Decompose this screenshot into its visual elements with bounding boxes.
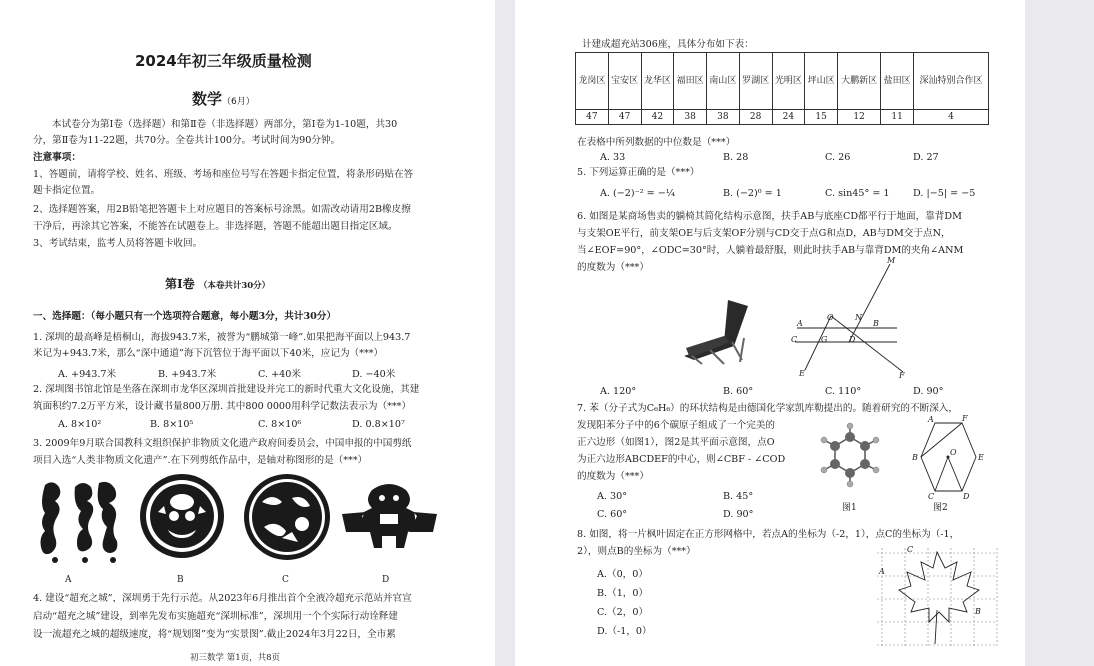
q6-option-c: C. 110° [825, 386, 862, 397]
table-value-cell: 28 [739, 110, 772, 125]
q7-point-label: O [950, 448, 957, 457]
table-value-cell: 38 [707, 110, 740, 125]
table-value-row [576, 110, 989, 125]
table-header-cell: 福田区 [674, 53, 707, 110]
q7-line: 7. 苯（分子式为C₆H₆）的环状结构是由德国化学家凯库勒提出的。随着研究的不断深入， [577, 403, 958, 414]
q3-line: 3. 2009年9月联合国教科文组织保护非物质文化遗产政府间委员会，中国申报的中国剪纸 [33, 438, 412, 449]
fig2-label: 图2 [933, 503, 948, 513]
table-value-cell: 12 [838, 110, 881, 125]
table-header-row [576, 53, 989, 110]
q1-option-d: D. −40米 [352, 369, 396, 380]
table-value-cell: 4 [914, 110, 989, 125]
exam-page-2 [515, 0, 1025, 666]
q6-point-label: B [873, 319, 879, 328]
charger-distribution-table [575, 52, 989, 125]
table-header-cell: 罗湖区 [739, 53, 772, 110]
exam-title: 2024年初三年级质量检测 [135, 52, 312, 70]
q4-line: 设一流超充之城的超级速度，将“规划图”变为“实景图”.截止2024年3月22日，全市累 [33, 629, 396, 640]
papercut-label-a: A [65, 575, 72, 585]
q6-option-d: D. 90° [913, 386, 944, 397]
q7-option-c: C. 60° [597, 509, 628, 520]
q6-line: 的度数为（***） [577, 262, 649, 273]
q4-option-c: C. 26 [825, 152, 851, 163]
table-header-cell: 光明区 [772, 53, 805, 110]
table-header-cell: 坪山区 [805, 53, 838, 110]
q6-point-label: E [799, 369, 805, 378]
exam-subject [192, 88, 255, 109]
table-value-cell: 38 [674, 110, 707, 125]
q4-line: 启动“超充之城”建设，到率先发布实施超充“深圳标准”，深圳用一个个实际行动诠释建 [33, 611, 398, 622]
q4-question: 在表格中所列数据的中位数是（***） [577, 137, 736, 148]
q6-line: 6. 如图是某商场售卖的躺椅其简化结构示意图，扶手AB与底座CD都平行于地面，靠背DM [577, 211, 962, 222]
q4-option-b: B. 28 [723, 152, 749, 163]
q8-line: 8. 如图，将一片枫叶固定在正方形网格中，若点A的坐标为（-2，1），点C的坐标为（-1， [577, 529, 960, 540]
page-footer: 初三数学 第1页，共8页 [190, 653, 281, 663]
q5-option-a: A. (−2)⁻² = −¼ [600, 188, 676, 199]
table-header-cell: 盐田区 [881, 53, 914, 110]
q6-point-label: A [797, 319, 803, 328]
papercut-label-c: C [282, 575, 289, 585]
q4-continuation: 计建成超充站306座，具体分布如下表： [582, 39, 754, 50]
q2-option-d: D. 0.8×10⁷ [352, 419, 405, 430]
q5-option-b: B. (−2)⁰ = 1 [723, 188, 782, 199]
q5-line: 5. 下列运算正确的是（***） [577, 167, 700, 178]
notice-line: 干净后，再涂其它答案，不能答在试题卷上。非选择题，答题不能超出题目指定区域。 [33, 221, 398, 232]
q6-point-label: M [887, 256, 896, 265]
q7-line: 发现阳苯分子中的6个碳原子组成了一个完美的 [577, 420, 775, 431]
table-value-cell: 15 [805, 110, 838, 125]
table-value-cell: 47 [576, 110, 609, 125]
q8-point-label: A [879, 567, 885, 576]
q1-line: 米记为+943.7米，那么“深中通道”海下沉管位于海平面以下40米，应记为（***） [33, 348, 384, 359]
q7-point-label: A [928, 415, 934, 424]
q2-option-a: A. 8×10² [58, 419, 102, 430]
q8-line: 2），则点B的坐标为（***） [577, 546, 696, 557]
q7-option-b: B. 45° [723, 491, 754, 502]
q6-option-a: A. 120° [600, 386, 637, 397]
table-value-cell: 47 [608, 110, 641, 125]
q7-line: 正六边形（如图1），图2是其平面示意图，点O [577, 437, 775, 448]
table-value-cell: 11 [881, 110, 914, 125]
q4-option-a: A. 33 [600, 152, 626, 163]
q2-line: 筑面积约7.2万平方米，设计藏书量800万册. 其中800 0000用科学记数法表示为（***） [33, 401, 412, 412]
q7-point-label: F [962, 414, 968, 423]
q2-option-c: C. 8×10⁶ [258, 419, 302, 430]
exam-page-1 [0, 0, 495, 666]
q7-point-label: D [963, 492, 970, 501]
papercut-label-b: B [177, 575, 184, 585]
q8-point-label: B [975, 607, 981, 616]
intro-line: 分，第Ⅱ卷为11-22题，共70分。全卷共计100分。考试时间为90分钟。 [33, 135, 341, 146]
hexagon-figure [900, 415, 1000, 505]
table-header-cell: 南山区 [707, 53, 740, 110]
notice-line: 2、选择题答案，用2B铅笔把答题卡上对应题目的答案标号涂黑。如需改动请用2B橡皮擦 [33, 204, 411, 215]
table-header-cell: 宝安区 [608, 53, 641, 110]
q8-point-label: C [907, 545, 914, 554]
q5-option-d: D. |−5| = −5 [913, 188, 976, 199]
q8-option-c: C.（2，0） [597, 607, 649, 618]
q6-option-b: B. 60° [723, 386, 754, 397]
q2-option-b: B. 8×10⁵ [150, 419, 194, 430]
papercut-medallion-b-image [138, 472, 226, 560]
intro-line: 本试卷分为第Ⅰ卷（选择题）和第Ⅱ卷（非选择题）两部分，第Ⅰ卷为1-10题，共30 [52, 119, 398, 130]
q7-point-label: E [978, 453, 984, 462]
notice-line: 1、答题前，请将学校、姓名、班级、考场和座位号写在答题卡指定位置，将条形码贴在答 [33, 169, 414, 180]
q6-point-label: C [791, 335, 798, 344]
q7-line: 的度数为（***） [577, 471, 649, 482]
q6-line: 当∠EOF=90°，∠ODC=30°时，人躺着最舒服，则此时扶手AB与靠背DM的夹角∠ANM [577, 245, 964, 256]
part-heading [165, 275, 270, 292]
maple-leaf-grid-figure [877, 545, 997, 648]
fig1-label: 图1 [842, 503, 857, 513]
notice-line: 题卡指定位置。 [33, 185, 101, 196]
q7-point-label: C [928, 492, 935, 501]
papercut-medallion-c-image [242, 472, 332, 562]
papercut-label-d: D [382, 575, 390, 585]
q1-line: 1. 深圳的最高峰是梧桐山，海拔943.7米，被誉为“鹏城第一峰”.如果把海平面以上943.7 [33, 332, 411, 343]
table-header-cell: 深汕特别合作区 [914, 53, 989, 110]
q1-option-b: B. +943.7米 [158, 369, 217, 380]
q6-geometry-figure [785, 256, 965, 380]
q6-point-label: O [827, 313, 834, 322]
q7-option-d: D. 90° [723, 509, 754, 520]
subject-name: 数学 [192, 90, 223, 108]
part-note: （本卷共计30分） [198, 281, 271, 291]
q8-option-d: D.（-1，0） [597, 626, 652, 637]
q1-option-a: A. +943.7米 [58, 369, 117, 380]
table-header-cell: 龙华区 [641, 53, 674, 110]
recliner-chair-image [680, 298, 755, 366]
q6-point-label: G [821, 335, 828, 344]
q6-point-label: D [849, 335, 856, 344]
notice-title: 注意事项： [33, 152, 81, 163]
table-header-cell: 大鹏新区 [838, 53, 881, 110]
q5-option-c: C. sin45° = 1 [825, 188, 890, 199]
q8-option-a: A.（0，0） [597, 569, 648, 580]
q1-option-c: C. +40米 [258, 369, 301, 380]
q4-line: 4. 建设“超充之城”，深圳勇于先行示范。从2023年6月推出首个全液冷超充示范站并官宣 [33, 593, 412, 604]
section-title: 一、选择题：（每小题只有一个选项符合题意，每小题3分，共计30分） [33, 311, 337, 322]
q7-line: 为正六边形ABCDEF的中心，则∠CBF - ∠COD [577, 454, 786, 465]
table-value-cell: 24 [772, 110, 805, 125]
q2-line: 2. 深圳图书馆北馆是坐落在深圳市龙华区深圳首批建设并完工的新时代重大文化设施，其建 [33, 384, 420, 395]
papercut-figure-d-image [342, 480, 437, 560]
table-value-cell: 42 [641, 110, 674, 125]
q7-option-a: A. 30° [597, 491, 628, 502]
papercut-dragons-image [35, 475, 130, 565]
q8-option-b: B.（1，0） [597, 588, 649, 599]
q6-line: 与支架OE平行，前支架OE与后支架OF分别与CD交于点G和点D，AB与DM交于点N， [577, 228, 951, 239]
part-title: 第Ⅰ卷 [165, 277, 195, 291]
q6-point-label: F [899, 371, 905, 380]
subject-note: （6月） [222, 97, 255, 107]
benzene-molecule-figure [810, 422, 890, 492]
q6-point-label: N [855, 313, 862, 322]
q7-point-label: B [912, 453, 918, 462]
table-header-cell: 龙岗区 [576, 53, 609, 110]
q3-line: 项目入选“人类非物质文化遗产”.在下列剪纸作品中，是轴对称图形的是（***） [33, 455, 368, 466]
q4-option-d: D. 27 [913, 152, 939, 163]
notice-line: 3、考试结束，监考人员将答题卡收回。 [33, 238, 203, 249]
